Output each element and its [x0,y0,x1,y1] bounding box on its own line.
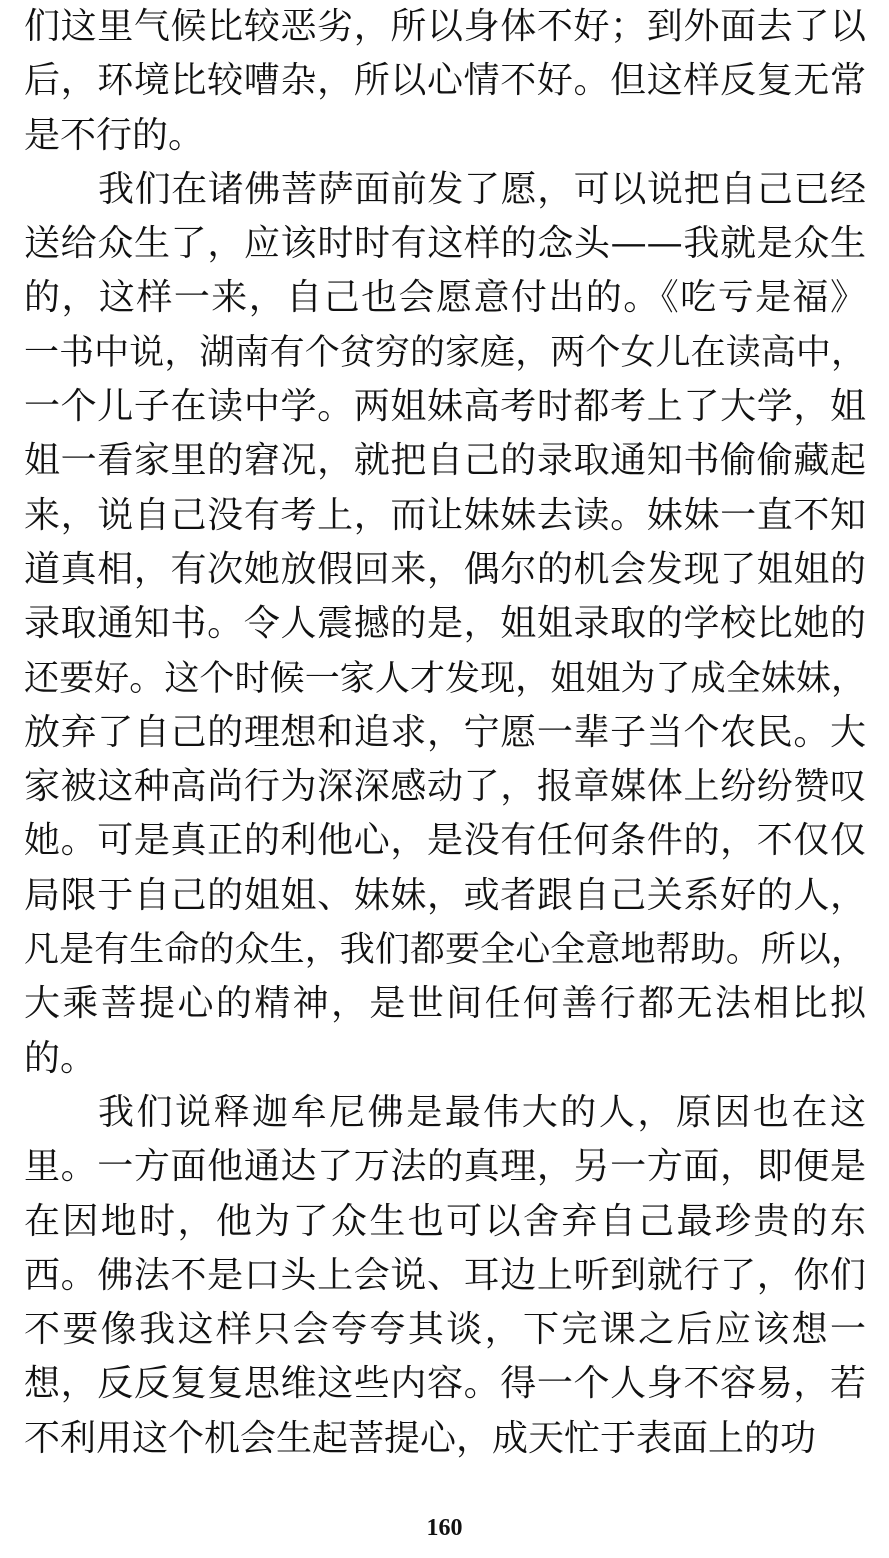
text-line: 局限于自己的姐姐、妹妹，或者跟自己关系好的人， [24,874,866,916]
text-line: 的，这样一来，自己也会愿意付出的。《吃亏是福》 [24,277,866,319]
text-line: 后，环境比较嘈杂，所以心情不好。但这样反复无常 [24,60,866,102]
text-line: 道真相，有次她放假回来，偶尔的机会发现了姐姐的 [24,548,866,590]
text-line: 她。可是真正的利他心，是没有任何条件的，不仅仅 [24,820,866,862]
text-line: 想，反反复复思维这些内容。得一个人身不容易，若 [24,1363,866,1405]
text-line: 还要好。这个时候一家人才发现，姐姐为了成全妹妹， [24,658,866,699]
text-line: 大乘菩提心的精神，是世间任何善行都无法相比拟 [24,983,866,1025]
text-line: 是不行的。 [24,114,205,156]
paragraph [24,163,866,1086]
text-line: 西。佛法不是口头上会说、耳边上听到就行了，你们 [24,1254,866,1296]
text-line: 在因地时，他为了众生也可以舍弃自己最珍贵的东 [24,1200,866,1242]
text-line: 我们在诸佛菩萨面前发了愿，可以说把自己已经 [98,168,866,210]
paragraph [24,0,866,163]
text-body [24,0,866,1466]
text-line: 录取通知书。令人震撼的是，姐姐录取的学校比她的 [24,603,866,645]
text-line: 送给众生了，应该时时有这样的念头——我就是众生 [24,223,866,265]
page-number: 160 [426,1515,463,1541]
text-line: 凡是有生命的众生，我们都要全心全意地帮助。所以， [24,930,866,971]
text-line: 来，说自己没有考上，而让妹妹去读。妹妹一直不知 [24,494,866,536]
text-line: 放弃了自己的理想和追求，宁愿一辈子当个农民。大 [24,711,866,753]
text-line: 姐一看家里的窘况，就把自己的录取通知书偷偷藏起 [24,440,866,482]
text-line: 的。 [24,1037,97,1079]
text-line: 里。一方面他通达了万法的真理，另一方面，即便是 [24,1146,866,1188]
text-line: 一书中说，湖南有个贫穷的家庭，两个女儿在读高中， [24,332,866,373]
paragraph [24,1086,866,1466]
text-line: 们这里气候比较恶劣，所以身体不好；到外面去了以 [24,6,866,47]
text-line: 我们说释迦牟尼佛是最伟大的人，原因也在这 [98,1091,866,1133]
text-line: 不利用这个机会生起菩提心，成天忙于表面上的功 [24,1417,817,1459]
text-line: 一个儿子在读中学。两姐妹高考时都考上了大学，姐 [24,386,866,428]
text-line: 不要像我这样只会夸夸其谈，下完课之后应该想一 [24,1309,866,1351]
text-line: 家被这种高尚行为深深感动了，报章媒体上纷纷赞叹 [24,766,866,808]
